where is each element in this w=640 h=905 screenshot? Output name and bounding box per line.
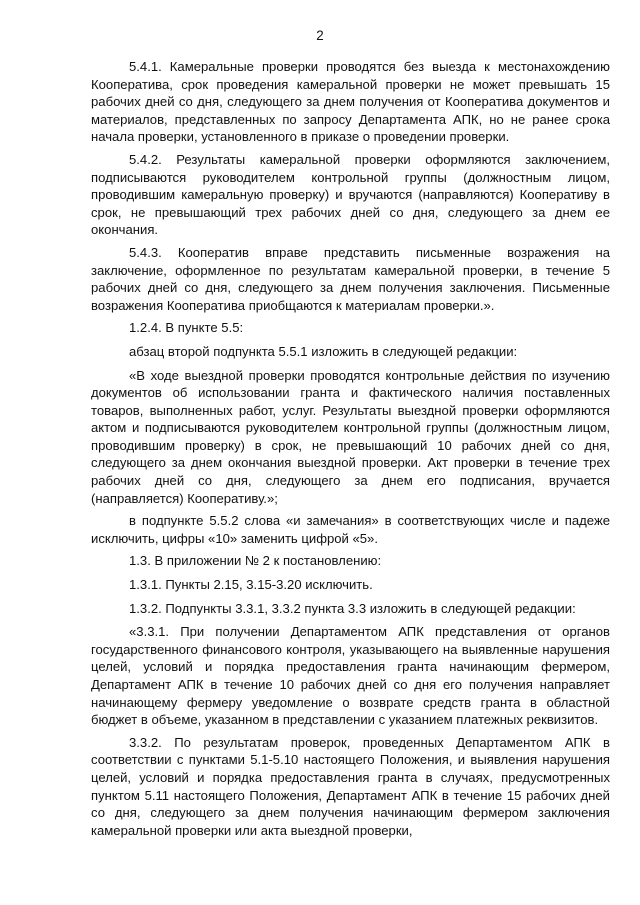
paragraph-1-3: 1.3. В приложении № 2 к постановлению: (129, 553, 382, 569)
paragraph-1-2-4: 1.2.4. В пункте 5.5: (129, 320, 244, 336)
document-body (91, 58, 610, 844)
paragraph-5-5-2: в подпункте 5.5.2 слова «и замечания» в соответствующих числе и падеже исключить, цифры «10» заменить цифрой «5». (91, 513, 610, 546)
paragraph-abzac-5-5-1: абзац второй подпункта 5.5.1 изложить в следующей редакции: (129, 343, 518, 359)
paragraph-1-3-2: 1.3.2. Подпункты 3.3.1, 3.3.2 пункта 3.3 изложить в следующей редакции: (129, 600, 576, 616)
paragraph-5-4-1: 5.4.1. Камеральные проверки проводятся без выезда к местонахождению Кооператива, срок проведения камеральной проверки не может превышать 15 рабочих дней со дня, следующего за днем получения от Кооператива документов и материалов, представленных по запросу Департамента АПК, но не ранее срока начала проверки, установленного в приказе о проведении проверки. (91, 59, 610, 145)
paragraph-quote-inspection: «В ходе выездной проверки проводятся контрольные действия по изучению документов об использовании гранта и фактического наличия поставленных товаров, выполненных работ, услуг. Результаты выездной проверки оформляются актом и подписываются руководителем контрольной группы (должностным лицом, проводившим проверку) в срок, не превышающий 10 рабочих дней со дня, следующего за днем окончания выездной проверки. Акт проверки в течение трех рабочих дней со дня, следующего за днем его подписания, вручается (направляется) Кооперативу.»; (91, 367, 610, 506)
page-number: 2 (316, 28, 324, 43)
paragraph-5-4-3: 5.4.3. Кооператив вправе представить письменные возражения на заключение, оформленное по результатам камеральной проверки, в течение 5 рабочих дней со дня, следующего за днем получения заключения. Письменные возражения Кооператива приобщаются к материалам проверки.». (91, 244, 610, 313)
paragraph-1-3-1: 1.3.1. Пункты 2.15, 3.15-3.20 исключить. (129, 577, 373, 593)
paragraph-5-4-2: 5.4.2. Результаты камеральной проверки оформляются заключением, подписываются руководителем контрольной группы (должностным лицом, проводившим камеральную проверку) и вручаются (направляются) Кооперативу в срок, не превышающий трех рабочих дней со дня, следующего за днем ее окончания. (91, 151, 610, 238)
paragraph-3-3-1: «3.3.1. При получении Департаментом АПК представления от органов государственного финансового контроля, указывающего на выявленные нарушения целей, условий и порядка предоставления гранта начинающим фермером, Департамент АПК в течение 10 рабочих дней со дня его получения направляет начинающему фермеру уведомление о возврате средств гранта в областной бюджет в объеме, указанном в представлении с указанием платежных реквизитов. (91, 624, 610, 728)
paragraph-3-3-2: 3.3.2. По результатам проверок, проведенных Департаментом АПК в соответствии с пунктами 5.1-5.10 настоящего Положения, и выявления нарушения целей, условий и порядка предоставления гранта в случаях, предусмотренных пунктом 5.11 настоящего Положения, Департамент АПК в течение 15 рабочих дней со дня, следующего за днем получения начинающим фермером заключения камеральной проверки или акта выездной проверки, (91, 734, 610, 838)
